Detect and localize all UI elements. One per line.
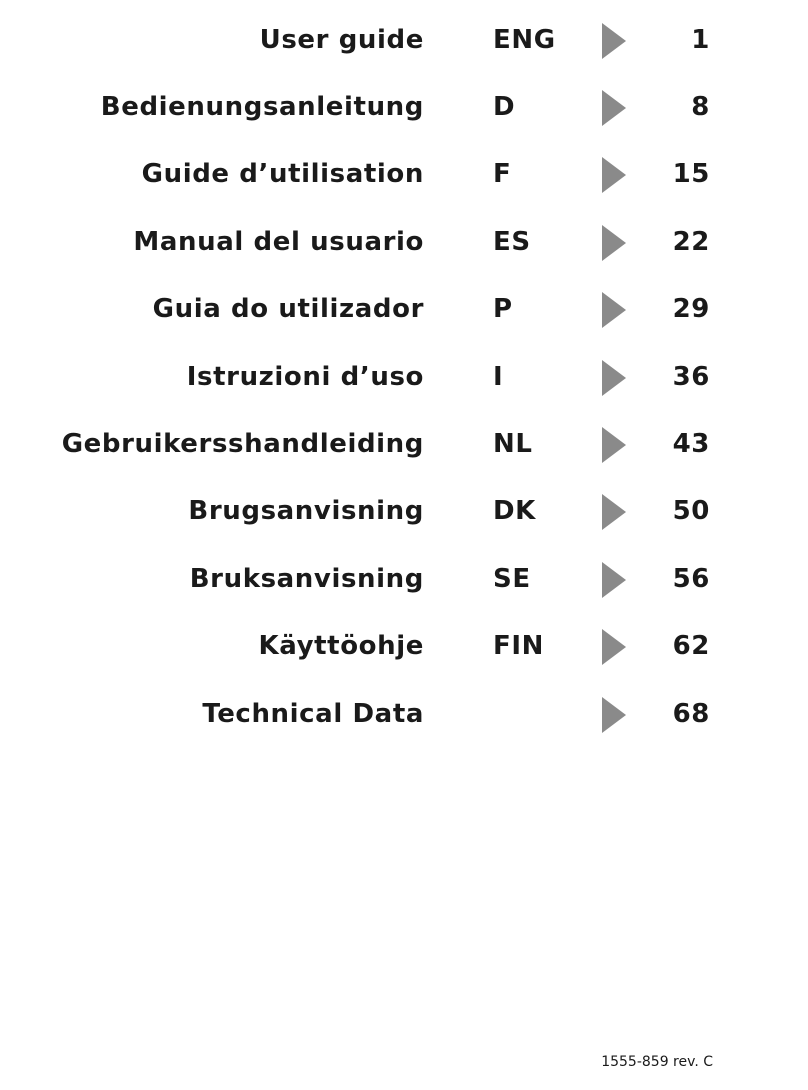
toc-title: Istruzioni d’uso	[186, 362, 424, 392]
toc-language-code: P	[493, 294, 513, 324]
toc-page-number: 8	[691, 92, 710, 122]
arrow-right-icon	[602, 157, 626, 193]
arrow-right-icon	[602, 629, 626, 665]
arrow-right-icon	[602, 292, 626, 328]
toc-page-number: 68	[672, 699, 710, 729]
toc-row-portuguese[interactable]	[0, 289, 808, 329]
toc-language-code: ES	[493, 227, 531, 257]
toc-row-dutch[interactable]	[0, 424, 808, 464]
toc-row-french[interactable]	[0, 154, 808, 194]
toc-language-code: D	[493, 92, 516, 122]
toc-title: Bedienungsanleitung	[100, 92, 424, 122]
toc-row-italian[interactable]	[0, 357, 808, 397]
toc-title: Guia do utilizador	[152, 294, 424, 324]
toc-row-finnish[interactable]	[0, 626, 808, 666]
toc-page-number: 56	[672, 564, 710, 594]
toc-language-code: F	[493, 159, 512, 189]
toc-title: Manual del usuario	[133, 227, 424, 257]
toc-language-code: FIN	[493, 631, 544, 661]
toc-title: Guide d’utilisation	[141, 159, 424, 189]
toc-title: Käyttöohje	[258, 631, 424, 661]
toc-row-english[interactable]	[0, 20, 808, 60]
toc-row-danish[interactable]	[0, 491, 808, 531]
toc-title: Technical Data	[202, 699, 424, 729]
toc-page-number: 36	[672, 362, 710, 392]
arrow-right-icon	[602, 562, 626, 598]
arrow-right-icon	[602, 225, 626, 261]
toc-row-technical-data[interactable]	[0, 694, 808, 734]
toc-language-code: DK	[493, 496, 536, 526]
arrow-right-icon	[602, 427, 626, 463]
toc-title: Bruksanvisning	[189, 564, 424, 594]
arrow-right-icon	[602, 23, 626, 59]
toc-row-spanish[interactable]	[0, 222, 808, 262]
toc-language-code: SE	[493, 564, 531, 594]
toc-page-number: 15	[672, 159, 710, 189]
toc-page-number: 43	[672, 429, 710, 459]
toc-page-number: 62	[672, 631, 710, 661]
toc-row-swedish[interactable]	[0, 559, 808, 599]
arrow-right-icon	[602, 90, 626, 126]
toc-row-german[interactable]	[0, 87, 808, 127]
toc-title: Gebruikersshandleiding	[61, 429, 424, 459]
toc-page-number: 1	[691, 25, 710, 55]
toc-page-number: 29	[672, 294, 710, 324]
toc-language-code: I	[493, 362, 504, 392]
toc-language-code: NL	[493, 429, 533, 459]
arrow-right-icon	[602, 697, 626, 733]
toc-page-number: 22	[672, 227, 710, 257]
toc-title: User guide	[259, 25, 424, 55]
arrow-right-icon	[602, 494, 626, 530]
toc-language-code: ENG	[493, 25, 556, 55]
toc-page-number: 50	[672, 496, 710, 526]
toc-title: Brugsanvisning	[188, 496, 424, 526]
document-number: 1555-859 rev. C	[601, 1054, 713, 1070]
arrow-right-icon	[602, 360, 626, 396]
